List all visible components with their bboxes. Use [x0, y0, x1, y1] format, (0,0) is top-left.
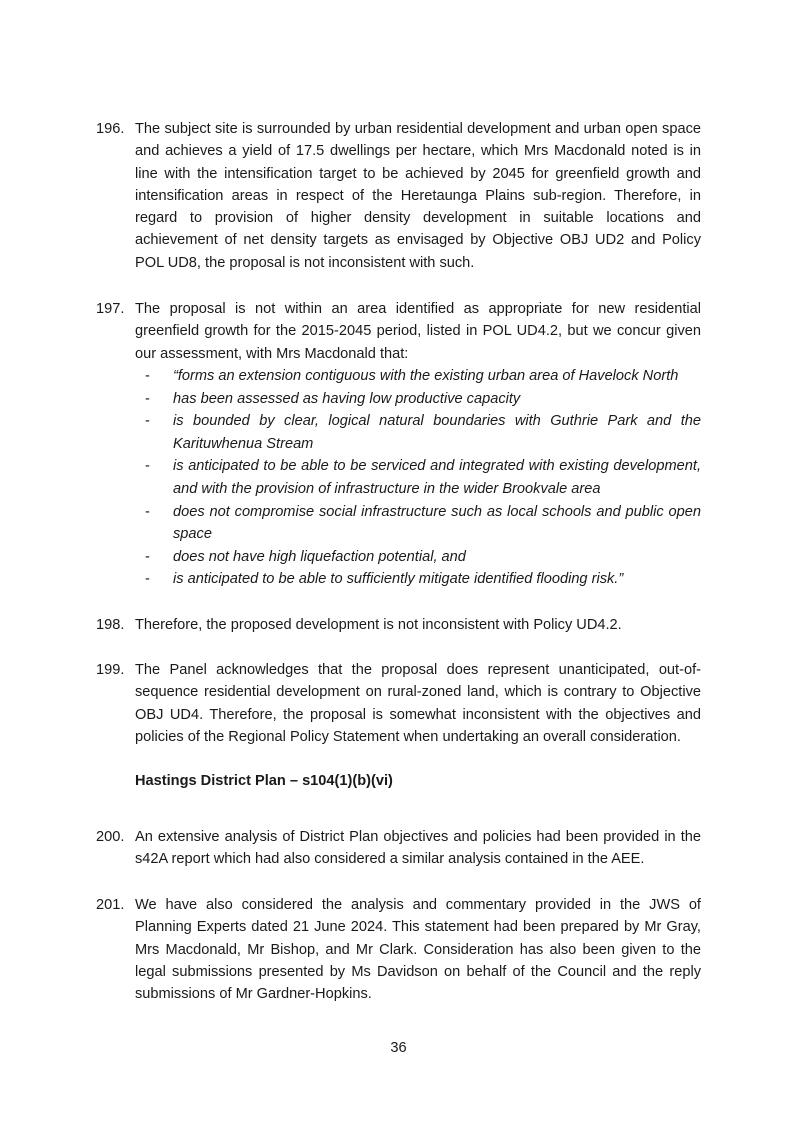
paragraph-text: We have also considered the analysis and commentary provided in the JWS of Planning Experts dated 21 June 2024. This statement had been prepared by Mr Gray, Mrs Macdonald, Mr Bishop, and Mr Clark. Consideration has also been given to the legal submissions presented by Ms Davidson on behalf of the Council and the reply submissions of Mr Gardner-Hopkins. — [135, 897, 701, 1003]
list-item-text: is bounded by clear, logical natural boundaries with Guthrie Park and the Karituwhenua Stream — [173, 413, 701, 452]
paragraph-197 — [96, 298, 701, 365]
paragraph-text: The Panel acknowledges that the proposal does represent unanticipated, out-of-sequence residential development on rural-zoned land, which is contrary to Objective OBJ UD4. Therefore, the proposal is somewhat inconsistent with the objectives and policies of the Regional Policy Statement when undertaking an overall consideration. — [135, 662, 701, 745]
paragraph-196 — [96, 118, 701, 274]
paragraph-number: 199. — [96, 662, 125, 678]
paragraph-number: 198. — [96, 617, 125, 633]
bullet-dash: - — [145, 413, 150, 430]
list-item-text: is anticipated to be able to be serviced and integrated with existing development, and with the provision of infrastructure in the wider Brookvale area — [173, 458, 701, 497]
bullet-dash: - — [145, 503, 150, 520]
list-item — [145, 546, 701, 569]
list-item — [145, 388, 701, 411]
list-item-text: “forms an extension contiguous with the existing urban area of Havelock North — [173, 368, 679, 384]
list-item — [145, 455, 701, 500]
paragraph-number: 196. — [96, 121, 125, 137]
paragraph-text: The proposal is not within an area identified as appropriate for new residential greenfield growth for the 2015-2045 period, listed in POL UD4.2, but we concur given our assessment, with Mrs Macdonald that: — [135, 301, 701, 362]
bullet-dash: - — [145, 571, 150, 588]
paragraph-text: The subject site is surrounded by urban residential development and urban open space and achieves a yield of 17.5 dwellings per hectare, which Mrs Macdonald noted is in line with the intensification target to be achieved by 2045 for greenfield growth and intensification areas in respect of the Heretaunga Plains sub-region. Therefore, in regard to provision of higher density development in suitable locations and achievement of net density targets as envisaged by Objective OBJ UD2 and Policy POL UD8, the proposal is not inconsistent with such. — [135, 121, 701, 271]
paragraph-number: 201. — [96, 897, 125, 913]
paragraph-text: Therefore, the proposed development is not inconsistent with Policy UD4.2. — [135, 617, 622, 633]
list-item — [145, 568, 701, 591]
paragraph-201 — [96, 894, 701, 1005]
paragraph-number: 197. — [96, 301, 125, 317]
bullet-dash: - — [145, 390, 150, 407]
page-number: 36 — [390, 1040, 407, 1056]
paragraph-200 — [96, 826, 701, 871]
quoted-criteria-list — [145, 365, 701, 591]
list-item-text: does not have high liquefaction potential, and — [173, 548, 466, 565]
bullet-dash: - — [145, 368, 150, 384]
paragraph-number: 200. — [96, 829, 125, 845]
list-item-text: does not compromise social infrastructure such as local schools and public open space — [173, 503, 701, 543]
list-item — [145, 501, 701, 546]
list-item-text: is anticipated to be able to sufficiently mitigate identified flooding risk.” — [173, 571, 624, 588]
bullet-dash: - — [145, 458, 150, 475]
paragraph-199 — [96, 659, 701, 748]
list-item — [145, 410, 701, 455]
list-item-text: has been assessed as having low productive capacity — [173, 390, 521, 407]
list-item — [145, 365, 701, 388]
bullet-dash: - — [145, 548, 150, 565]
paragraph-text: An extensive analysis of District Plan objectives and policies had been provided in the s42A report which had also considered a similar analysis contained in the AEE. — [135, 829, 701, 868]
section-heading: Hastings District Plan – s104(1)(b)(vi) — [135, 773, 393, 789]
paragraph-198 — [96, 614, 701, 636]
